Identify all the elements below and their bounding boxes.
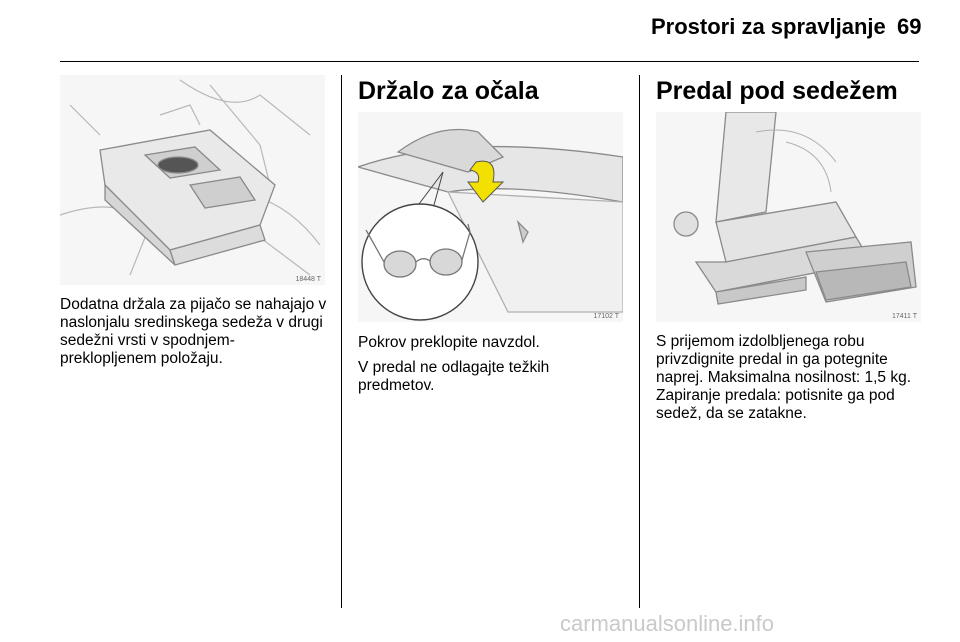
page-number: 69 — [897, 14, 922, 39]
paragraph: Pokrov preklopite navzdol. — [358, 334, 540, 351]
section-heading-under-seat-drawer: Predal pod sedežem — [656, 77, 898, 105]
column-divider-1 — [341, 75, 342, 608]
section-heading-glasses-holder: Držalo za očala — [358, 77, 539, 105]
column-3-text — [656, 333, 931, 423]
cup-holder-drawing — [60, 75, 325, 285]
figure-number: 17102 T — [593, 313, 619, 320]
under-seat-drawer-illustration — [656, 112, 921, 322]
under-seat-drawer-drawing — [656, 112, 921, 322]
figure-number: 18448 T — [295, 276, 321, 283]
column-2-text — [358, 334, 628, 395]
page-header-title: Prostori za spravljanje — [651, 14, 886, 39]
paragraph: S prijemom izdolbljenega robu privzdignite predal in ga potegnite naprej. Maksimalna nosilnost: 1,5 kg. Zapiranje predala: potisnite ga pod sedež, da se zatakne. — [656, 333, 912, 422]
cup-holder-illustration — [60, 75, 325, 285]
watermark: carmanualsonline.info — [560, 611, 775, 636]
glasses-holder-illustration — [358, 112, 623, 322]
header-divider — [60, 61, 919, 62]
column-1-text — [60, 296, 330, 368]
figure-number: 17411 T — [891, 313, 917, 320]
paragraph: V predal ne odlagajte težkih predmetov. — [358, 359, 550, 394]
glasses-holder-drawing — [358, 112, 623, 322]
column-divider-2 — [639, 75, 640, 608]
paragraph: Dodatna držala za pijačo se nahajajo v naslonjalu sredinskega sedeža v drugi sedežni vrsti v spodnjem-preklopljenem položaju. — [60, 296, 327, 367]
